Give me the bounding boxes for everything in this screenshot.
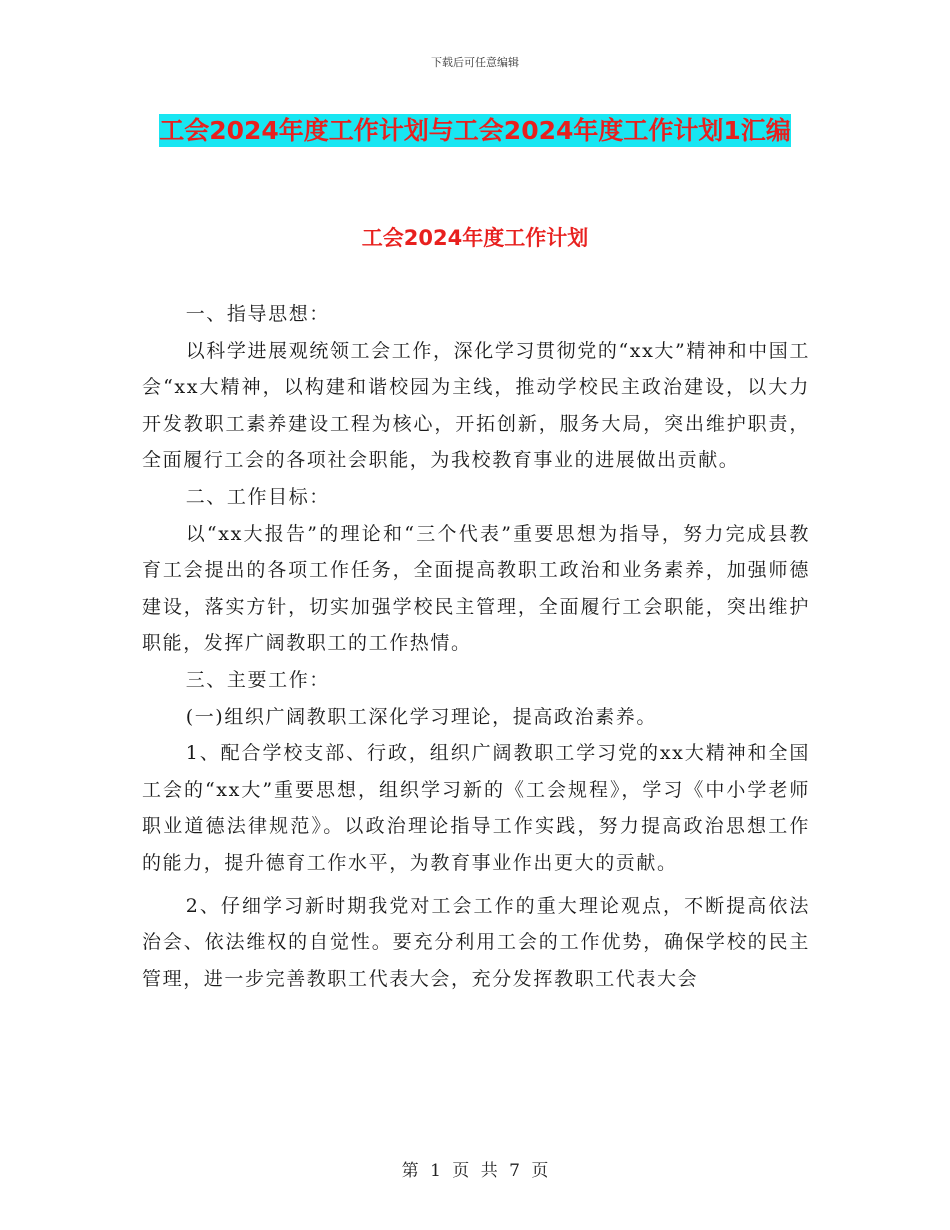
document-body [142, 296, 810, 997]
paragraph: 1、配合学校支部、行政，组织广阔教职工学习党的xx大精神和全国工会的“xx大”重要思想，组织学习新的《工会规程》，学习《中小学老师职业道德法律规范》。以政治理论指导工作实践，努力提高政治思想工作的能力，提升德育工作水平，为教育事业作出更大的贡献。 [142, 742, 810, 874]
paragraph-heading-main-work: 三、主要工作： [185, 668, 330, 691]
page-number: 第 1 页 共 7 页 [401, 1161, 549, 1181]
document-main-title [140, 108, 810, 154]
paragraph: (一)组织广阔教职工深化学习理论，提高政治素养。 [185, 705, 657, 728]
paragraph: 以“xx大报告”的理论和“三个代表”重要思想为指导，努力完成县教育工会提出的各项工作任务，全面提高教职工政治和业务素养，加强师德建设，落实方针，切实加强学校民主管理，全面履行工会职能，突出维护职能，发挥广阔教职工的工作热情。 [142, 522, 810, 655]
paragraph-heading-work-goals: 二、工作目标： [185, 485, 330, 508]
paragraph-heading-guiding-thought: 一、指导思想： [185, 303, 330, 325]
main-title-text: 工会2024年度工作计划与工会2024年度工作计划1汇编 [159, 116, 791, 145]
header-note: 下载后可任意编辑 [431, 56, 519, 69]
paragraph: 以科学进展观统领工会工作，深化学习贯彻党的“xx大”精神和中国工会“xx大精神，以构建和谐校园为主线，推动学校民主政治建设，以大力开发教职工素养建设工程为核心，开拓创新，服务大局，突出维护职责，全面履行工会的各项社会职能，为我校教育事业的进展做出贡献。 [142, 339, 810, 472]
paragraph: 2、仔细学习新时期我党对工会工作的重大理论观点，不断提高依法治会、依法维权的自觉性。要充分利用工会的工作优势，确保学校的民主管理，进一步完善教职工代表大会，充分发挥教职工代表大会 [142, 894, 810, 990]
section-title: 工会2024年度工作计划 [361, 226, 589, 250]
